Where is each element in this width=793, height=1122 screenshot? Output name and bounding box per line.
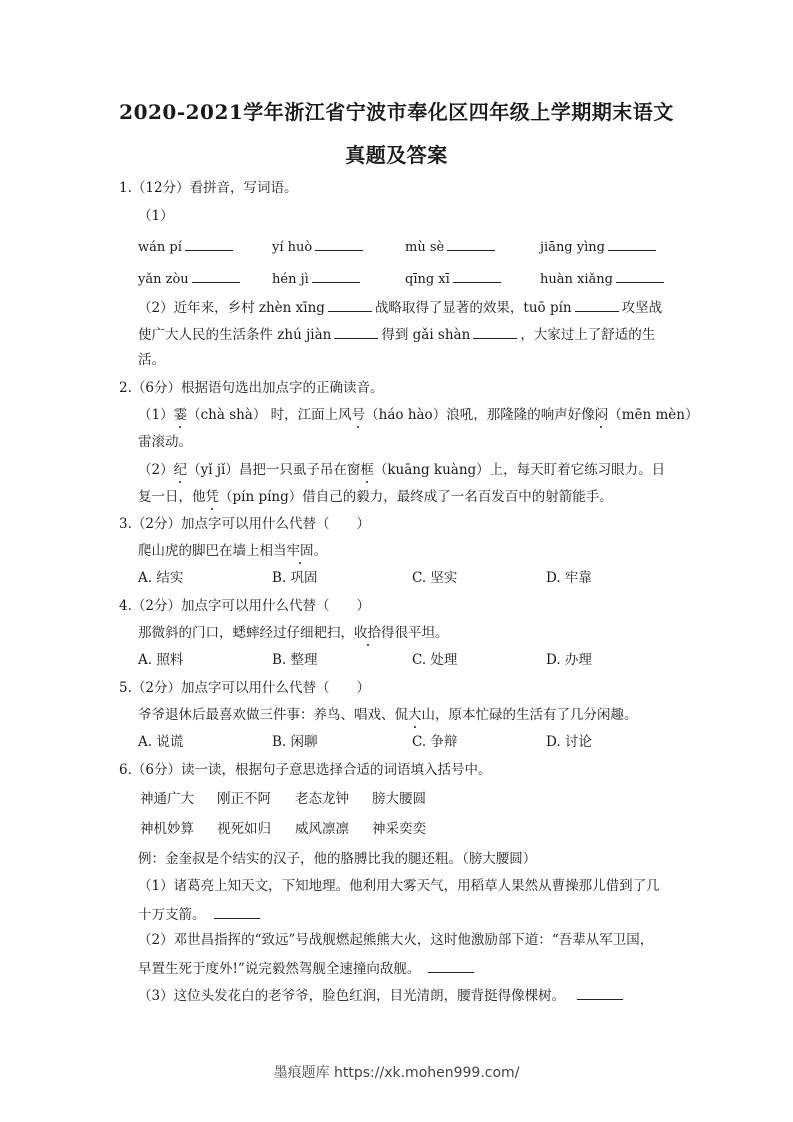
q6-s1-line1: （1）诸葛亮上知天文，下知地理。他利用大雾天气，用稻草人果然从曹操那儿借到了几 [138, 878, 660, 894]
q6-word: 神机妙算 [140, 821, 194, 837]
q4-heading: 4.（2分）加点字可以用什么代替（ ） [119, 598, 370, 614]
footer-watermark: 墨痕题库 https://xk.mohen999.com/ [273, 1065, 520, 1081]
q3-option-a[interactable]: A. 结实 [138, 570, 184, 586]
q4-sentence: 那微斜的门口，蟋蟀经过仔细耙扫，收拾得很平坦。 [138, 625, 449, 641]
answer-blank[interactable] [214, 903, 260, 919]
page-title: 2020-2021学年浙江省宁波市奉化区四年级上学期期末语文 [119, 100, 674, 124]
q6-s3-line1: （3）这位头发花白的老爷爷，脸色红润，目光清朗，腰背挺得像棵树。 [138, 984, 626, 1006]
q1-part2-line2: 使广大人民的生活条件 zhú jiàn 得到 gǎi shàn ，大家过上了舒适的生 [138, 323, 655, 345]
answer-blank[interactable] [473, 323, 517, 339]
q6-heading: 6.（6分）读一读，根据句子意思选择合适的词语填入括号中。 [119, 762, 492, 778]
q1-part2-line3: 活。 [138, 352, 165, 368]
answer-blank[interactable] [192, 267, 240, 283]
q4-option-a[interactable]: A. 照料 [138, 652, 184, 668]
q1-pinyin-item: yí huò [272, 235, 366, 258]
q1-pinyin-item: jiāng yìng [540, 235, 659, 258]
q1-part2-line1: （2）近年来，乡村 zhèn xīng 战略取得了显著的效果，tuō pín 攻坚战 [138, 296, 662, 318]
q6-word: 神采奕奕 [372, 821, 426, 837]
q6-word: 老态龙钟 [295, 791, 349, 807]
q6-word: 刚正不阿 [217, 791, 271, 807]
answer-blank[interactable] [616, 267, 664, 283]
q5-option-c[interactable]: C. 争辩 [412, 734, 458, 750]
q4-option-c[interactable]: C. 处理 [412, 652, 458, 668]
q3-option-c[interactable]: C. 坚实 [412, 570, 458, 586]
q5-heading: 5.（2分）加点字可以用什么代替（ ） [119, 680, 370, 696]
q6-word: 视死如归 [217, 821, 271, 837]
q4-option-b[interactable]: B. 整理 [272, 652, 318, 668]
q6-word: 威风凛凛 [295, 821, 349, 837]
q1-pinyin-item: hén jì [272, 267, 363, 290]
q3-sentence: 爬山虎的脚巴在墙上相当牢固。 [138, 543, 327, 559]
q2-heading: 2.（6分）根据语句选出加点字的正确读音。 [119, 380, 384, 396]
answer-blank[interactable] [334, 323, 378, 339]
answer-blank[interactable] [328, 296, 372, 312]
answer-blank[interactable] [575, 296, 619, 312]
answer-blank[interactable] [315, 235, 363, 251]
q1-pinyin-item: yǎn zòu [138, 267, 243, 290]
answer-blank[interactable] [447, 235, 495, 251]
q4-option-d[interactable]: D. 办理 [546, 652, 592, 668]
q5-option-d[interactable]: D. 讨论 [546, 734, 592, 750]
q2-line3: （2）纪（yǐ jǐ）昌把一只虱子吊在窗框（kuāng kuàng）上，每天盯着它练习眼力。日 [138, 462, 666, 478]
q3-option-d[interactable]: D. 牢靠 [546, 570, 592, 586]
q1-pinyin-item: wán pí [138, 235, 236, 258]
q5-sentence: 爷爷退休后最喜欢做三件事：养鸟、唱戏、侃大山，原本忙碌的生活有了几分闲趣。 [138, 707, 638, 723]
q1-heading: 1.（12分）看拼音，写词语。 [119, 180, 298, 196]
q2-line4: 复一日，他凭（pín píng）借自己的毅力，最终成了一名百发百中的射箭能手。 [138, 489, 613, 505]
q6-word: 神通广大 [140, 791, 194, 807]
q6-s1-line2: 十万支箭。 [138, 903, 263, 925]
q1-pinyin-item: huàn xiǎng [540, 267, 667, 290]
answer-blank[interactable] [608, 235, 656, 251]
page-subtitle: 真题及答案 [345, 143, 448, 167]
q2-line1: （1）霎（chà shà） 时，江面上风号（háo hào）浪吼，那隆隆的响声好像闷（mēn mèn） [138, 407, 699, 423]
q1-pinyin-item: qīng xī [405, 267, 504, 290]
q6-s2-line2: 早置生死于度外!”说完毅然驾舰全速撞向敌舰。 [138, 957, 477, 979]
answer-blank[interactable] [453, 267, 501, 283]
q1-pinyin-item: mù sè [405, 235, 498, 258]
answer-blank[interactable] [312, 267, 360, 283]
q5-option-b[interactable]: B. 闲聊 [272, 734, 318, 750]
q3-heading: 3.（2分）加点字可以用什么代替（ ） [119, 516, 370, 532]
q2-line2: 雷滚动。 [138, 434, 192, 450]
answer-blank[interactable] [428, 957, 474, 973]
answer-blank[interactable] [577, 984, 623, 1000]
answer-blank[interactable] [185, 235, 233, 251]
q3-option-b[interactable]: B. 巩固 [272, 570, 318, 586]
q6-word: 膀大腰圆 [372, 791, 426, 807]
q5-option-a[interactable]: A. 说谎 [138, 734, 184, 750]
q6-example: 例：金奎叔是个结实的汉子，他的胳膊比我的腿还粗。（膀大腰圆） [138, 851, 537, 867]
q1-sub1-label: （1） [138, 208, 174, 224]
q6-s2-line1: （2）邓世昌指挥的“致远”号战舰燃起熊熊大火，这时他激励部下道：“吾辈从军卫国， [138, 932, 654, 948]
